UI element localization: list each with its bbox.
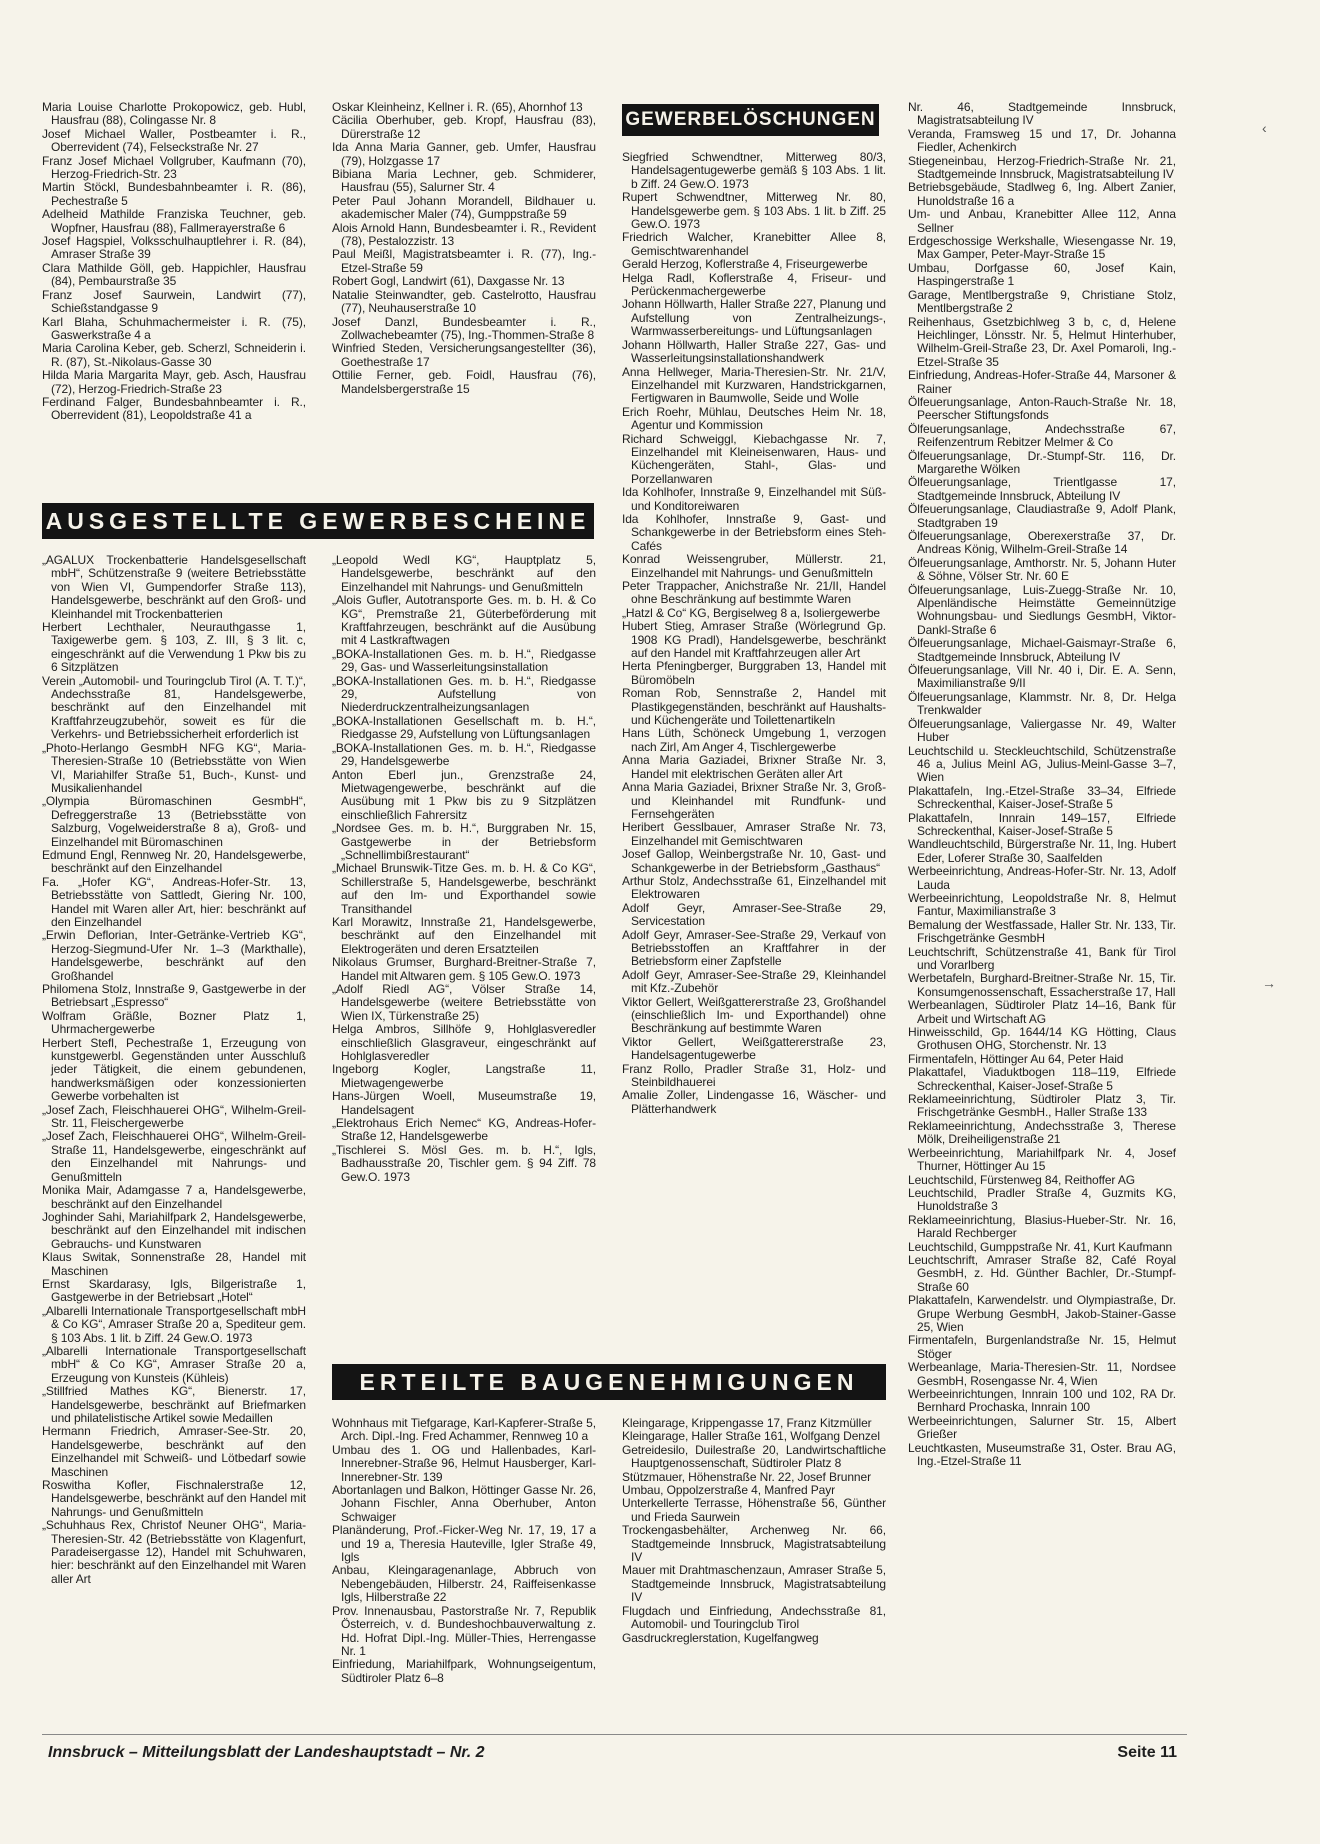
entry: Umbau, Dorfgasse 60, Josef Kain, Haspingerstraße 1 bbox=[908, 260, 1176, 289]
entry: Anbau, Kleingaragenanlage, Abbruch von Nebengebäuden, Hilberstr. 24, Raiffeisenkasse Igls, Hilberstraße 22 bbox=[332, 1563, 596, 1605]
scan-mark-top: ‹ bbox=[1262, 120, 1267, 136]
entry: Ölfeuerungsanlage, Andechsstraße 67, Reifenzentrum Rebitzer Melmer & Co bbox=[908, 421, 1176, 450]
entry: Martin Stöckl, Bundesbahnbeamter i. R. (86), Pechestraße 5 bbox=[42, 180, 306, 208]
entry: Ölfeuerungsanlage, Trientlgasse 17, Stadtgemeinde Innsbruck, Abteilung IV bbox=[908, 475, 1176, 503]
entry: Nikolaus Grumser, Burghard-Breitner-Straße 7, Handel mit Altwaren gem. § 105 Gew.O. 1973 bbox=[332, 955, 596, 983]
entry: Joghinder Sahi, Mariahilfpark 2, Handelsgewerbe, beschränkt auf den Einzelhandel mit indischen Gebrauchs- und Kunstwaren bbox=[42, 1209, 306, 1251]
entry: Bibiana Maria Lechner, geb. Schmiderer, Hausfrau (55), Salurner Str. 4 bbox=[332, 167, 596, 195]
section-heading-erteilte-baugenehmigungen: ERTEILTE BAUGENEHMIGUNGEN bbox=[332, 1364, 886, 1400]
entry: Ölfeuerungsanlage, Claudiastraße 9, Adolf Plank, Stadtgraben 19 bbox=[908, 502, 1176, 530]
entry: Franz Josef Saurwein, Landwirt (77), Schießstandgasse 9 bbox=[42, 287, 306, 316]
entry: Helga Ambros, Sillhöfe 9, Hohlglasveredler einschließlich Glasgraveur, eingeschränkt auf Hohlglasveredler bbox=[332, 1022, 596, 1064]
entry: Roman Rob, Sennstraße 2, Handel mit Plastikgegenständen, beschränkt auf Haushalts- und Küchengeräte und Toilettenartikeln bbox=[622, 686, 886, 728]
entry: Ingeborg Kogler, Langstraße 11, Mietwagengewerbe bbox=[332, 1062, 596, 1090]
entry: „BOKA-Installationen Ges. m. b. H.“, Riedgasse 29, Handelsgewerbe bbox=[332, 740, 596, 769]
entry: Leuchtschild u. Steckleuchtschild, Schützenstraße 46 a, Julius Meinl AG, Julius-Meinl-Gasse 3–7, Wien bbox=[908, 743, 1176, 785]
entry: Anna Maria Gaziadei, Brixner Straße Nr. 3, Handel mit elektrischen Geräten aller Art bbox=[622, 753, 886, 781]
entry: Wandleuchtschild, Bürgerstraße Nr. 11, Ing. Hubert Eder, Loferer Straße 30, Saalfelden bbox=[908, 837, 1176, 865]
entry: „Tischlerei S. Mösl Ges. m. b. H.“, Igls, Badhausstraße 20, Tischler gem. § 94 Ziff. 78 Gew.O. 1973 bbox=[332, 1142, 596, 1184]
entry: „Photo-Herlango GesmbH NFG KG“, Maria-Theresien-Straße 10 (Betriebsstätte von Wien VI, Mariahilfer Straße 51, Buch-, Kunst- und Musikalienhandel bbox=[42, 740, 306, 795]
right-column bbox=[908, 101, 1176, 1729]
entry: Adolf Geyr, Amraser-See-Straße 29, Servicestation bbox=[622, 900, 886, 929]
entry: Firmentafeln, Höttinger Au 64, Peter Haid bbox=[908, 1051, 1124, 1066]
entry: Herbert Lechthaler, Neurauthgasse 1, Taxigewerbe gem. § 103, Z. III, § 3 lit. c, eingeschränkt auf die Verwendung 1 Pkw bis zu 6 Sitzplätzen bbox=[42, 620, 306, 675]
gewerbescheine-column-1 bbox=[42, 554, 306, 1730]
footer-page-number: Seite 11 bbox=[1117, 1744, 1177, 1761]
entry: Amalie Zoller, Lindengasse 16, Wäscher- und Plätterhandwerk bbox=[622, 1088, 886, 1116]
top-column-2 bbox=[332, 101, 596, 473]
entry: Abortanlagen und Balkon, Höttinger Gasse Nr. 26, Johann Fischler, Anna Oberhuber, Anton Schwaiger bbox=[332, 1483, 596, 1524]
entry: Ölfeuerungsanlage, Valiergasse Nr. 49, Walter Huber bbox=[908, 716, 1176, 745]
entry: Konrad Weissengruber, Müllerstr. 21, Einzelhandel mit Nahrungs- und Genußmitteln bbox=[622, 552, 886, 580]
entry: Herta Pfeningberger, Burggraben 13, Handel mit Büromöbeln bbox=[622, 659, 886, 687]
entry: Anna Hellweger, Maria-Theresien-Str. Nr. 21/V, Einzelhandel mit Kurzwaren, Handstrickgarnen, Fertigwaren in Baumwolle, Seide und Wolle bbox=[622, 364, 886, 406]
entry: Hermann Friedrich, Amraser-See-Str. 20, Handelsgewerbe, beschränkt auf den Einzelhandel mit Schweiß- und Lötbedarf sowie Maschinen bbox=[42, 1424, 306, 1479]
entry: Hinweisschild, Gp. 1644/14 KG Hötting, Claus Grothusen OHG, Storchenstr. Nr. 13 bbox=[908, 1025, 1176, 1053]
entry: Leuchtschrift, Schützenstraße 41, Bank für Tirol und Vorarlberg bbox=[908, 944, 1176, 972]
entry: Nr. 46, Stadtgemeinde Innsbruck, Magistratsabteilung IV bbox=[908, 101, 1176, 128]
entry: Karl Morawitz, Innstraße 21, Handelsgewerbe, beschränkt auf den Einzelhandel mit Elektrogeräten und deren Ersatzteilen bbox=[332, 914, 596, 956]
entry: Viktor Gellert, Weißgattererstraße 23, Handelsagentugewerbe bbox=[622, 1034, 886, 1063]
entry: Ölfeuerungsanlage, Michael-Gaismayr-Straße 6, Stadtgemeinde Innsbruck, Abteilung IV bbox=[908, 636, 1176, 664]
entry: Betriebsgebäude, Stadlweg 6, Ing. Albert Zanier, Hunoldstraße 16 a bbox=[908, 180, 1176, 208]
entry: Erdgeschossige Werkshalle, Wiesengasse Nr. 19, Max Gamper, Peter-Mayr-Straße 15 bbox=[908, 234, 1176, 262]
entry: Ottilie Ferner, geb. Foidl, Hausfrau (76), Mandelsbergerstraße 15 bbox=[332, 368, 596, 396]
entry: Richard Schweiggl, Kiebachgasse Nr. 7, Einzelhandel mit Kleineisenwaren, Haus- und Küchengeräten, Stahl-, Glas- und Porzellanwaren bbox=[622, 431, 886, 486]
entry: „BOKA-Installationen Gesellschaft m. b. H.“, Riedgasse 29, Aufstellung von Lüftungsanlagen bbox=[332, 713, 596, 742]
entry: Karl Blaha, Schuhmachermeister i. R. (75), Gaswerkstraße 4 a bbox=[42, 314, 306, 342]
entry: Johann Höllwarth, Haller Straße 227, Gas- und Wasserleitungsinstallationshandwerk bbox=[622, 337, 886, 366]
entry: Stiegeneinbau, Herzog-Friedrich-Straße Nr. 21, Stadtgemeinde Innsbruck, Magistratsabteilung IV bbox=[908, 153, 1176, 182]
entry: Wolfram Gräßle, Bozner Platz 1, Uhrmachergewerbe bbox=[42, 1008, 306, 1037]
entry: Einfriedung, Andreas-Hofer-Straße 44, Marsoner & Rainer bbox=[908, 368, 1176, 396]
entry: Trockengasbehälter, Archenweg Nr. 66, Stadtgemeinde Innsbruck, Magistratsabteilung IV bbox=[622, 1523, 886, 1565]
entry: Josef Hagspiel, Volksschulhauptlehrer i. R. (84), Amraser Straße 39 bbox=[42, 234, 306, 262]
entry: „Josef Zach, Fleischhauerei OHG“, Wilhelm-Greil-Str. 11, Fleischergewerbe bbox=[42, 1102, 306, 1131]
footer-publication-title: Innsbruck – Mitteilungsblatt der Landeshauptstadt – Nr. 2 bbox=[48, 1744, 485, 1761]
entry: Umbau des 1. OG und Hallenbades, Karl-Innerebner-Straße 96, Helmut Hausberger, Karl-Innerebner-Str. 139 bbox=[332, 1442, 596, 1484]
entry: „Alois Gufler, Autotransporte Ges. m. b. H. & Co KG“, Premstraße 21, Güterbeförderung mit Kraftfahrzeugen, beschränkt auf die Ausübung mit 4 Lastkraftwagen bbox=[332, 593, 596, 648]
entry: Reklameeinrichtung, Andechsstraße 3, Therese Mölk, Dreiheiligenstraße 21 bbox=[908, 1118, 1176, 1147]
entry: Erich Roehr, Mühlau, Deutsches Heim Nr. 18, Agentur und Kommission bbox=[622, 404, 886, 433]
entry: „Josef Zach, Fleischhauerei OHG“, Wilhelm-Greil-Straße 11, Handelsgewerbe, eingeschränkt auf den Einzelhandel mit Nahrungs- und Genußmitteln bbox=[42, 1129, 306, 1184]
entry: „Erwin Deflorian, Inter-Getränke-Vertrieb KG“, Herzog-Siegmund-Ufer Nr. 1–3 (Markthalle), Handelsgewerbe, beschränkt auf den Großhandel bbox=[42, 928, 306, 983]
entry: Ölfeuerungsanlage, Oberexerstraße 37, Dr. Andreas König, Wilhelm-Greil-Straße 14 bbox=[908, 529, 1176, 557]
entry: Hans Lüth, Schöneck Umgebung 1, verzogen nach Zirl, Am Anger 4, Tischlergewerbe bbox=[622, 726, 886, 754]
entry: Leuchtkasten, Museumstraße 31, Oster. Brau AG, Ing.-Etzel-Straße 11 bbox=[908, 1440, 1176, 1469]
entry: Winfried Steden, Versicherungsangestellter (36), Goethestraße 17 bbox=[332, 341, 596, 369]
entry: Werbeanlage, Maria-Theresien-Str. 11, Nordsee GesmbH, Rosengasse Nr. 4, Wien bbox=[908, 1360, 1176, 1388]
entry: Gasdruckreglerstation, Kugelfangweg bbox=[622, 1630, 819, 1645]
loeschungen-column bbox=[622, 151, 886, 1331]
entry: Gerald Herzog, Koflerstraße 4, Friseurgewerbe bbox=[622, 257, 868, 272]
entry: „Hatzl & Co“ KG, Bergiselweg 8 a, Isoliergewerbe bbox=[622, 605, 880, 620]
entry: „Schuhhaus Rex, Christof Neuner OHG“, Maria-Theresien-Str. 42 (Betriebsstätte von Klagenfurt, Paradeisergasse 12), Handel mit Schuhwaren, hier: beschränkt auf den Einzelhandel mit Waren aller Art bbox=[42, 1518, 306, 1586]
entry: Ida Kohlhofer, Innstraße 9, Gast- und Schankgewerbe in der Betriebsform eines Steh-Cafés bbox=[622, 511, 886, 553]
entry: Leuchtschild, Pradler Straße 4, Guzmits KG, Hunoldstraße 3 bbox=[908, 1185, 1176, 1214]
entry: Hubert Stieg, Amraser Straße (Wörlegrund Gp. 1908 KG Pradl), Handelsgewerbe, beschränkt auf den Handel mit Kraftfahrzeugen aller Art bbox=[622, 619, 886, 661]
entry: Peter Trappacher, Anichstraße Nr. 21/II, Handel ohne Beschränkung auf bestimmte Waren bbox=[622, 579, 886, 607]
entry: „Olympia Büromaschinen GesmbH“, Defreggerstraße 13 (Betriebsstätte von Salzburg, Vogelweiderstraße 8 a), Groß- und Einzelhandel mit Büromaschinen bbox=[42, 794, 306, 849]
entry: Einfriedung, Mariahilfpark, Wohnungseigentum, Südtiroler Platz 6–8 bbox=[332, 1657, 596, 1685]
entry: Cäcilia Oberhuber, geb. Kropf, Hausfrau (83), Dürerstraße 12 bbox=[332, 113, 596, 141]
entry: Ölfeuerungsanlage, Vill Nr. 40 i, Dir. E. A. Senn, Maximilianstraße 9/II bbox=[908, 663, 1176, 691]
entry: Ölfeuerungsanlage, Amthorstr. Nr. 5, Johann Huter & Söhne, Völser Str. Nr. 60 E bbox=[908, 555, 1176, 584]
entry: Helga Radl, Koflerstraße 4, Friseur- und Perückenmachergewerbe bbox=[622, 270, 886, 299]
entry: Ölfeuerungsanlage, Klammstr. Nr. 8, Dr. Helga Trenkwalder bbox=[908, 689, 1176, 718]
entry: „AGALUX Trockenbatterie Handelsgesellschaft mbH“, Schützenstraße 9 (weitere Betriebsstätte von Wien VI, Gumpendorfer Straße 113), Handelsgewerbe, beschränkt auf den Groß- und Kleinhandel mit Trockenbatterien bbox=[42, 554, 306, 621]
section-heading-ausgestellte-gewerbescheine: AUSGESTELLTE GEWERBESCHEINE bbox=[42, 503, 594, 539]
entry: Werbetafeln, Burghard-Breitner-Straße Nr. 15, Tir. Konsumgenossenschaft, Essacherstraße 17, Hall bbox=[908, 971, 1176, 999]
entry: Anton Eberl jun., Grenzstraße 24, Mietwagengewerbe, beschränkt auf die Ausübung mit 1 Pkw bis zu 9 Sitzplätzen einschließlich Fahrersitz bbox=[332, 767, 596, 822]
entry: Josef Michael Waller, Postbeamter i. R., Oberrevident (74), Felseckstraße Nr. 27 bbox=[42, 126, 306, 155]
baugenehmigungen-column-1 bbox=[332, 1417, 596, 1729]
entry: Ölfeuerungsanlage, Anton-Rauch-Straße Nr. 18, Peerscher Stiftungsfonds bbox=[908, 394, 1176, 423]
entry: Leuchtschrift, Amraser Straße 82, Café Royal GesmbH, z. Hd. Günther Bachler, Dr.-Stumpf-Straße 60 bbox=[908, 1252, 1176, 1294]
entry: Kleingarage, Haller Straße 161, Wolfgang Denzel bbox=[622, 1429, 880, 1444]
entry: Reklameeinrichtung, Südtiroler Platz 3, Tir. Frischgetränke GesmbH., Haller Straße 133 bbox=[908, 1092, 1176, 1120]
entry: „Albarelli Internationale Transportgesellschaft mbH“ & Co KG“, Amraser Straße 20 a, Erzeugung von Kunsteis (Kühleis) bbox=[42, 1343, 306, 1385]
entry: Leuchtschild, Gumppstraße Nr. 41, Kurt Kaufmann bbox=[908, 1239, 1173, 1254]
entry: Viktor Gellert, Weißgattererstraße 23, Großhandel (einschließlich Im- und Exporthandel) ohne Beschränkung auf bestimmte Waren bbox=[622, 994, 886, 1036]
entry: Friedrich Walcher, Kranebitter Allee 8, Gemischtwarenhandel bbox=[622, 230, 886, 258]
entry: Unterkellerte Terrasse, Höhenstraße 56, Günther und Frieda Saurwein bbox=[622, 1496, 886, 1524]
entry: Ölfeuerungsanlage, Luis-Zuegg-Straße Nr. 10, Alpenländische Heimstätte Gemeinnützige Wohnungsbau- und Siedlungs GesmbH, Viktor-Dankl-Straße 6 bbox=[908, 582, 1176, 637]
scan-mark-middle: → bbox=[1262, 975, 1276, 991]
entry: Kleingarage, Krippengasse 17, Franz Kitzmüller bbox=[622, 1417, 872, 1430]
entry: Plakattafeln, Innrain 149–157, Elfriede Schreckenthal, Kaiser-Josef-Straße 5 bbox=[908, 810, 1176, 838]
entry: „Albarelli Internationale Transportgesellschaft mbH & Co KG“, Amraser Straße 20 a, Spediteur gem. § 103 Abs. 1 lit. b Ziff. 24 Gew.O. 1973 bbox=[42, 1303, 306, 1345]
entry: Herbert Stefl, Pechestraße 1, Erzeugung von kunstgewerbl. Gegenständen unter Ausschluß jeder Tätigkeit, die einem gebundenen, handwerksmäßigen oder konzessionierten Gewerbe vorbehalten ist bbox=[42, 1035, 306, 1104]
entry: Clara Mathilde Göll, geb. Happichler, Hausfrau (84), Pembaurstraße 35 bbox=[42, 260, 306, 289]
entry: Veranda, Framsweg 15 und 17, Dr. Johanna Fiedler, Achenkirch bbox=[908, 126, 1176, 155]
entry: Garage, Mentlbergstraße 9, Christiane Stolz, Mentlbergstraße 2 bbox=[908, 287, 1176, 316]
entry: Ölfeuerungsanlage, Dr.-Stumpf-Str. 116, Dr. Margarethe Wölken bbox=[908, 448, 1176, 476]
entry: „BOKA-Installationen Ges. m. b. H.“, Riedgasse 29, Gas- und Wasserleitungsinstallation bbox=[332, 646, 596, 675]
entry: Franz Rollo, Pradler Straße 31, Holz- und Steinbildhauerei bbox=[622, 1061, 886, 1090]
entry: Arthur Stolz, Andechsstraße 61, Einzelhandel mit Elektrowaren bbox=[622, 873, 886, 902]
entry: Ida Kohlhofer, Innstraße 9, Einzelhandel mit Süß- und Konditoreiwaren bbox=[622, 485, 886, 513]
entry: Prov. Innenausbau, Pastorstraße Nr. 7, Republik Österreich, v. d. Bundeshochbauverwaltung z. Hd. Hofrat Dipl.-Ing. Müller-Thies, Herrengasse Nr. 1 bbox=[332, 1603, 596, 1658]
entry: Bemalung der Westfassade, Haller Str. Nr. 133, Tir. Frischgetränke GesmbH bbox=[908, 917, 1176, 946]
entry: Getreidesilo, Duilestraße 20, Landwirtschaftliche Hauptgenossenschaft, Südtiroler Platz 8 bbox=[622, 1442, 886, 1471]
entry: Adolf Geyr, Amraser-See-Straße 29, Kleinhandel mit Kfz.-Zubehör bbox=[622, 967, 886, 996]
entry: Werbeeinrichtung, Andreas-Hofer-Str. Nr. 13, Adolf Lauda bbox=[908, 864, 1176, 892]
entry: Rupert Schwendtner, Mitterweg Nr. 80, Handelsgewerbe gem. § 103 Abs. 1 lit. b Ziff. 25 Gew.O. 1973 bbox=[622, 190, 886, 232]
entry: Werbeeinrichtungen, Innrain 100 und 102, RA Dr. Bernhard Prochaska, Innrain 100 bbox=[908, 1387, 1176, 1415]
entry: Flugdach und Einfriedung, Andechsstraße 81, Automobil- und Touringclub Tirol bbox=[622, 1603, 886, 1632]
entry: Anna Maria Gaziadei, Brixner Straße Nr. 3, Groß- und Kleinhandel mit Rundfunk- und Fernsehgeräten bbox=[622, 780, 886, 821]
entry: Siegfried Schwendtner, Mitterweg 80/3, Handelsagentugewerbe gemäß § 103 Abs. 1 lit. b Ziff. 24 Gew.O. 1973 bbox=[622, 151, 886, 191]
entry: Ernst Skardarasy, Igls, Bilgeristraße 1, Gastgewerbe in der Betriebsart „Hotel“ bbox=[42, 1276, 306, 1305]
entry: Josef Danzl, Bundesbeamter i. R., Zollwachebeamter (75), Ing.-Thommen-Straße 8 bbox=[332, 314, 596, 342]
entry: Hilda Maria Margarita Mayr, geb. Asch, Hausfrau (72), Herzog-Friedrich-Straße 23 bbox=[42, 368, 306, 396]
entry: Roswitha Kofler, Fischnalerstraße 12, Handelsgewerbe, beschränkt auf den Handel mit Nahrungs- und Genußmitteln bbox=[42, 1478, 306, 1519]
section-heading-gewerbeloeschungen: GEWERBELÖSCHUNGEN bbox=[622, 104, 879, 136]
entry: „BOKA-Installationen Ges. m. b. H.“, Riedgasse 29, Aufstellung von Niederdruckzentralheizungsanlagen bbox=[332, 673, 596, 715]
entry: Alois Arnold Hann, Bundesbeamter i. R., Revident (78), Pestalozzistr. 13 bbox=[332, 220, 596, 249]
entry: „Leopold Wedl KG“, Hauptplatz 5, Handelsgewerbe, beschränkt auf den Einzelhandel mit Nahrungs- und Genußmitteln bbox=[332, 554, 596, 594]
entry: Maria Carolina Keber, geb. Scherzl, Schneiderin i. R. (87), St.-Nikolaus-Gasse 30 bbox=[42, 341, 306, 369]
entry: Werbeeinrichtung, Leopoldstraße Nr. 8, Helmut Fantur, Maximilianstraße 3 bbox=[908, 890, 1176, 919]
entry: Leuchtschild, Fürstenweg 84, Reithoffer AG bbox=[908, 1172, 1136, 1187]
entry: Werbeeinrichtungen, Salurner Str. 15, Albert Grießer bbox=[908, 1413, 1176, 1442]
baugenehmigungen-column-2 bbox=[622, 1417, 886, 1729]
entry: Natalie Steinwandter, geb. Castelrotto, Hausfrau (77), Neuhauserstraße 10 bbox=[332, 287, 596, 316]
entry: Werbeanlagen, Südtiroler Platz 14–16, Bank für Arbeit und Wirtschaft AG bbox=[908, 998, 1176, 1026]
entry: Firmentafeln, Burgenlandstraße Nr. 15, Helmut Stöger bbox=[908, 1333, 1176, 1361]
entry: Josef Gallop, Weinbergstraße Nr. 10, Gast- und Schankgewerbe in der Betriebsform „Gasthaus“ bbox=[622, 847, 886, 875]
entry: „Nordsee Ges. m. b. H.“, Burggraben Nr. 15, Gastgewerbe in der Betriebsform „Schnellimbißrestaurant“ bbox=[332, 821, 596, 862]
entry: Umbau, Oppolzerstraße 4, Manfred Payr bbox=[622, 1483, 836, 1498]
entry: Ida Anna Maria Ganner, geb. Umfer, Hausfrau (79), Holzgasse 17 bbox=[332, 140, 596, 168]
entry: Adelheid Mathilde Franziska Teuchner, geb. Wopfner, Hausfrau (88), Fallmerayerstraße 6 bbox=[42, 207, 306, 235]
entry: Reihenhaus, Gsetzbichlweg 3 b, c, d, Helene Heichlinger, Lönsstr. Nr. 5, Helmut Hinterhuber, Wilhelm-Greil-Straße 23, Dr. Axel Pomaroli, Ing.-Etzel-Straße 35 bbox=[908, 314, 1176, 369]
entry: Monika Mair, Adamgasse 7 a, Handelsgewerbe, beschränkt auf den Einzelhandel bbox=[42, 1183, 306, 1211]
entry: Robert Gogl, Landwirt (61), Daxgasse Nr. 13 bbox=[332, 274, 565, 289]
entry: Werbeeinrichtung, Mariahilfpark Nr. 4, Josef Thurner, Höttinger Au 15 bbox=[908, 1145, 1176, 1174]
entry: Wohnhaus mit Tiefgarage, Karl-Kapferer-Straße 5, Arch. Dipl.-Ing. Fred Achammer, Rennweg 10 a bbox=[332, 1417, 596, 1444]
entry: Plakattafeln, Karwendelstr. und Olympiastraße, Dr. Grupe Werbung GesmbH, Jakob-Stainer-Gasse 25, Wien bbox=[908, 1293, 1176, 1334]
entry: Johann Höllwarth, Haller Straße 227, Planung und Aufstellung von Zentralheizungs-, Warmwasserbereitungs- und Lüftungsanlagen bbox=[622, 297, 886, 339]
entry: „Stillfried Mathes KG“, Bienerstr. 17, Handelsgewerbe, beschränkt auf Briefmarken und philatelistische Artikel sowie Medaillen bbox=[42, 1384, 306, 1425]
entry: Planänderung, Prof.-Ficker-Weg Nr. 17, 19, 17 a und 19 a, Theresia Hauteville, Igler Straße 49, Igls bbox=[332, 1523, 596, 1565]
entry: Maria Louise Charlotte Prokopowicz, geb. Hubl, Hausfrau (88), Colingasse Nr. 8 bbox=[42, 101, 306, 128]
entry: „Elektrohaus Erich Nemec“ KG, Andreas-Hofer-Straße 12, Handelsgewerbe bbox=[332, 1116, 596, 1144]
entry: Ferdinand Falger, Bundesbahnbeamter i. R., Oberrevident (81), Leopoldstraße 41 a bbox=[42, 394, 306, 423]
entry: Verein „Automobil- und Touringclub Tirol (A. T. T.)“, Andechsstraße 81, Handelsgewerbe, beschränkt auf den Einzelhandel mit Kraftfahrzeugzubehör, soweit es für die Verkehrs- und Betriebssicherheit erforderlich ist bbox=[42, 673, 306, 742]
entry: Hans-Jürgen Woell, Museumstraße 19, Handelsagent bbox=[332, 1089, 596, 1117]
entry: Reklameeinrichtung, Blasius-Hueber-Str. Nr. 16, Harald Rechberger bbox=[908, 1212, 1176, 1241]
entry: Plakattafel, Viaduktbogen 118–119, Elfriede Schreckenthal, Kaiser-Josef-Straße 5 bbox=[908, 1065, 1176, 1093]
entry: Edmund Engl, Rennweg Nr. 20, Handelsgewerbe, beschränkt auf den Einzelhandel bbox=[42, 847, 306, 876]
entry: Adolf Geyr, Amraser-See-Straße 29, Verkauf von Betriebsstoffen an Kraftfahrer in der Betriebsform einer Zapfstelle bbox=[622, 927, 886, 969]
entry: „Adolf Riedl AG“, Völser Straße 14, Handelsgewerbe (weitere Betriebsstätte von Wien IX, Türkenstraße 25) bbox=[332, 982, 596, 1023]
entry: Oskar Kleinheinz, Kellner i. R. (65), Ahornhof 13 bbox=[332, 101, 583, 114]
entry: Franz Josef Michael Vollgruber, Kaufmann (70), Herzog-Friedrich-Str. 23 bbox=[42, 153, 306, 182]
gewerbescheine-column-2 bbox=[332, 554, 596, 1330]
entry: Plakattafeln, Ing.-Etzel-Straße 33–34, Elfriede Schreckenthal, Kaiser-Josef-Straße 5 bbox=[908, 783, 1176, 812]
entry: Stützmauer, Höhenstraße Nr. 22, Josef Brunner bbox=[622, 1469, 871, 1484]
entry: Heribert Gesslbauer, Amraser Straße Nr. 73, Einzelhandel mit Gemischtwaren bbox=[622, 820, 886, 848]
footer-rule bbox=[42, 1734, 1187, 1735]
entry: Klaus Switak, Sonnenstraße 28, Handel mit Maschinen bbox=[42, 1250, 306, 1278]
entry: Um- und Anbau, Kranebitter Allee 112, Anna Sellner bbox=[908, 207, 1176, 235]
entry: Fa. „Hofer KG“, Andreas-Hofer-Str. 13, Betriebsstätte von Sattledt, Giering Nr. 100, Handel mit Waren aller Art, hier: beschränkt auf den Einzelhandel bbox=[42, 874, 306, 929]
top-column-1 bbox=[42, 101, 306, 473]
entry: Mauer mit Drahtmaschenzaun, Amraser Straße 5, Stadtgemeinde Innsbruck, Magistratsabteilung IV bbox=[622, 1563, 886, 1605]
entry: Peter Paul Johann Morandell, Bildhauer u. akademischer Maler (74), Gumppstraße 59 bbox=[332, 193, 596, 222]
entry: „Michael Brunswik-Titze Ges. m. b. H. & Co KG“, Schillerstraße 5, Handelsgewerbe, beschränkt auf den Im- und Exporthandel sowie Transithandel bbox=[332, 861, 596, 916]
entry: Philomena Stolz, Innstraße 9, Gastgewerbe in der Betriebsart „Espresso“ bbox=[42, 982, 306, 1010]
entry: Paul Meißl, Magistratsbeamter i. R. (77), Ing.-Etzel-Straße 59 bbox=[332, 247, 596, 275]
